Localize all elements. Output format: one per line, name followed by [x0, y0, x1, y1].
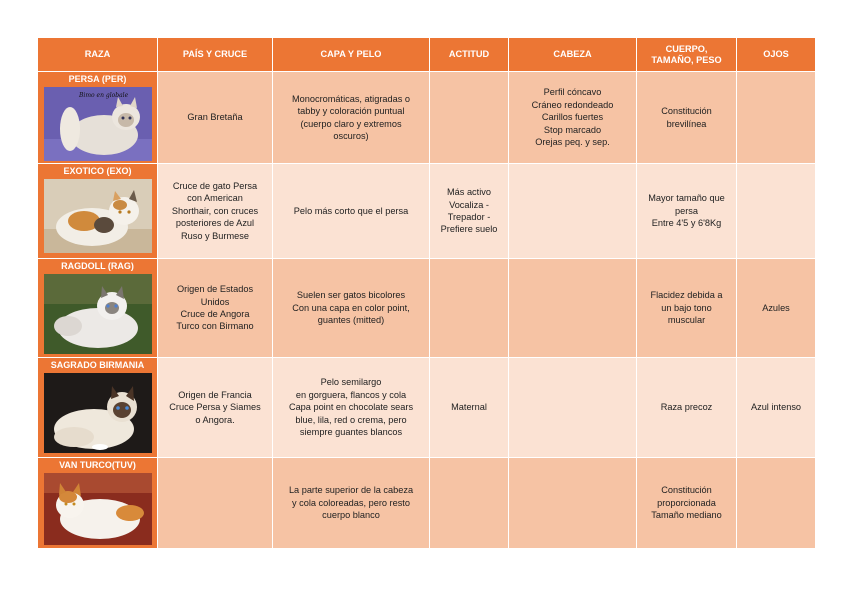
capa-cell	[273, 358, 430, 458]
exotic-cat-photo	[44, 179, 152, 253]
actitud-cell	[430, 72, 509, 164]
breed-name: VAN TURCO(TUV)	[59, 460, 136, 470]
cabeza-cell	[509, 458, 637, 549]
breed-cell	[38, 458, 158, 549]
header-cuerpo-line2: TAMAÑO, PESO	[651, 54, 722, 65]
cell-line: Tamaño mediano	[651, 510, 722, 521]
cell-line: Trepador -	[447, 212, 491, 222]
cell-line: guantes (mitted)	[317, 315, 385, 326]
cell-line: Constitución	[661, 106, 712, 117]
cell-line: siempre guantes blancos	[299, 427, 403, 438]
cell-line: tabby y coloración puntual	[297, 106, 405, 117]
cuerpo-lines	[640, 192, 733, 229]
ragdoll-cat-photo	[44, 274, 152, 354]
header-actitud: ACTITUD	[430, 38, 509, 72]
capa-cell	[273, 259, 430, 358]
turkish-van-cat-photo	[44, 473, 152, 545]
capa-lines	[276, 376, 426, 438]
persian-cat-photo	[44, 87, 152, 161]
cell-line: Gran Bretaña	[187, 112, 243, 123]
pais-lines	[161, 180, 269, 242]
header-cabeza: CABEZA	[509, 38, 637, 72]
breed-name: RAGDOLL (RAG)	[61, 261, 134, 271]
cell-line: Carillos fuertes	[541, 112, 604, 123]
cuerpo-cell	[637, 164, 737, 259]
ojos-cell	[737, 458, 816, 549]
cell-line: cuerpo blanco	[322, 510, 380, 521]
pais-cell	[158, 358, 273, 458]
ojos-lines	[740, 401, 812, 413]
cabeza-cell	[509, 259, 637, 358]
cell-line: y cola coloreadas, pero resto	[292, 497, 410, 508]
cell-line: Turco con Birmano	[176, 321, 254, 332]
breed-cell	[38, 72, 158, 164]
pais-lines	[161, 283, 269, 333]
ojos-cell	[737, 72, 816, 164]
cell-line: La parte superior de la cabeza	[288, 485, 414, 496]
cuerpo-lines	[640, 484, 733, 521]
ojos-cell	[737, 358, 816, 458]
ojos-cell	[737, 259, 816, 358]
cell-line: Ruso y Burmese	[181, 230, 249, 241]
ojos-lines	[740, 302, 812, 314]
cell-line: (cuerpo claro y extremos	[300, 118, 402, 129]
cell-line: Stop marcado	[543, 124, 602, 135]
cell-line: posteriores de Azul	[175, 218, 255, 229]
cuerpo-cell	[637, 72, 737, 164]
capa-lines	[276, 484, 426, 521]
capa-cell	[273, 72, 430, 164]
cell-line: Pelo semilargo	[320, 377, 382, 388]
actitud-cell	[430, 458, 509, 549]
header-capa: CAPA Y PELO	[273, 38, 430, 72]
pais-cell	[158, 164, 273, 259]
cell-line: Vocaliza -	[449, 199, 489, 210]
cabeza-cell	[509, 358, 637, 458]
cuerpo-cell	[637, 259, 737, 358]
table-row	[38, 259, 816, 358]
pais-lines	[161, 389, 269, 426]
cell-line: con American	[187, 193, 243, 204]
cell-line: o Angora.	[195, 414, 235, 425]
ojos-cell	[737, 164, 816, 259]
capa-cell	[273, 458, 430, 549]
cell-line: Prefiere suelo	[440, 224, 498, 235]
table-row	[38, 358, 816, 458]
actitud-lines	[433, 186, 505, 236]
cell-line: Con una capa en color point,	[292, 302, 410, 313]
birman-cat-photo	[44, 373, 152, 453]
cuerpo-lines	[640, 401, 733, 413]
cell-line: muscular	[667, 315, 706, 326]
capa-lines	[276, 289, 426, 326]
cell-line: en gorguera, flancos y cola	[295, 389, 407, 400]
cell-line: Suelen ser gatos bicolores	[296, 290, 406, 301]
cell-line: Mayor tamaño que	[648, 193, 725, 204]
actitud-cell	[430, 164, 509, 259]
cell-line: Monocromáticas, atigradas o	[292, 93, 410, 104]
pais-cell	[158, 458, 273, 549]
cabeza-cell	[509, 72, 637, 164]
cell-line: blue, lila, red o crema, pero	[295, 414, 407, 425]
table-row	[38, 458, 816, 549]
actitud-cell	[430, 259, 509, 358]
cell-line: Maternal	[451, 402, 487, 413]
actitud-lines	[433, 401, 505, 413]
cuerpo-cell	[637, 358, 737, 458]
breed-name: SAGRADO BIRMANIA	[50, 360, 145, 370]
cell-line: Azul intenso	[750, 402, 802, 413]
cell-line: Raza precoz	[660, 402, 713, 413]
photo-caption: Bimo en globale	[78, 92, 128, 99]
cabeza-lines	[512, 86, 633, 148]
breed-name: PERSA (PER)	[68, 74, 127, 84]
cabeza-cell	[509, 164, 637, 259]
cuerpo-lines	[640, 289, 733, 326]
table-row	[38, 72, 816, 164]
cell-line: Flacidez debida a	[650, 290, 723, 301]
cell-line: Cruce de gato Persa	[172, 180, 258, 191]
cell-line: Más activo	[447, 187, 491, 198]
cell-line: brevilínea	[666, 118, 707, 129]
cell-line: Origen de Estados	[176, 284, 254, 295]
cell-line: Unidos	[200, 296, 230, 307]
table-row	[38, 164, 816, 259]
actitud-cell	[430, 358, 509, 458]
cell-line: proporcionada	[657, 497, 716, 508]
cell-line: Capa point en chocolate sears	[288, 402, 414, 413]
pais-cell	[158, 259, 273, 358]
breed-cell	[38, 164, 158, 259]
header-ojos: OJOS	[737, 38, 816, 72]
cell-line: Constitución	[661, 485, 712, 496]
cell-line: un bajo tono	[661, 302, 712, 313]
breeds-table	[37, 37, 816, 549]
capa-lines	[276, 93, 426, 143]
cell-line: Orejas peq. y sep.	[535, 137, 610, 148]
cell-line: oscuros)	[333, 130, 369, 141]
cell-line: Cruce de Angora	[180, 309, 250, 319]
pais-lines	[161, 111, 269, 123]
header-pais: PAÍS Y CRUCE	[158, 38, 273, 72]
cell-line: Cráneo redondeado	[531, 99, 614, 110]
cuerpo-lines	[640, 105, 733, 130]
cell-line: Pelo más corto que el persa	[293, 205, 409, 216]
cell-line: Perfil cóncavo	[543, 87, 602, 98]
capa-lines	[276, 205, 426, 217]
breed-cell	[38, 358, 158, 458]
header-cuerpo	[637, 38, 737, 72]
cuerpo-cell	[637, 458, 737, 549]
cell-line: Entre 4'5 y 6'8Kg	[651, 218, 722, 229]
header-cuerpo-line1: CUERPO,	[665, 43, 708, 54]
cell-line: Cruce Persa y Siames	[169, 402, 261, 413]
cell-line: Shorthair, con cruces	[171, 205, 259, 216]
cell-line: Origen de Francia	[178, 389, 252, 400]
breed-name: EXOTICO (EXO)	[63, 166, 132, 176]
cell-line: persa	[675, 205, 698, 216]
cell-line: Azules	[762, 302, 790, 313]
header-raza: RAZA	[38, 38, 158, 72]
breed-cell	[38, 259, 158, 358]
pais-cell	[158, 72, 273, 164]
capa-cell	[273, 164, 430, 259]
header-row	[38, 38, 816, 72]
